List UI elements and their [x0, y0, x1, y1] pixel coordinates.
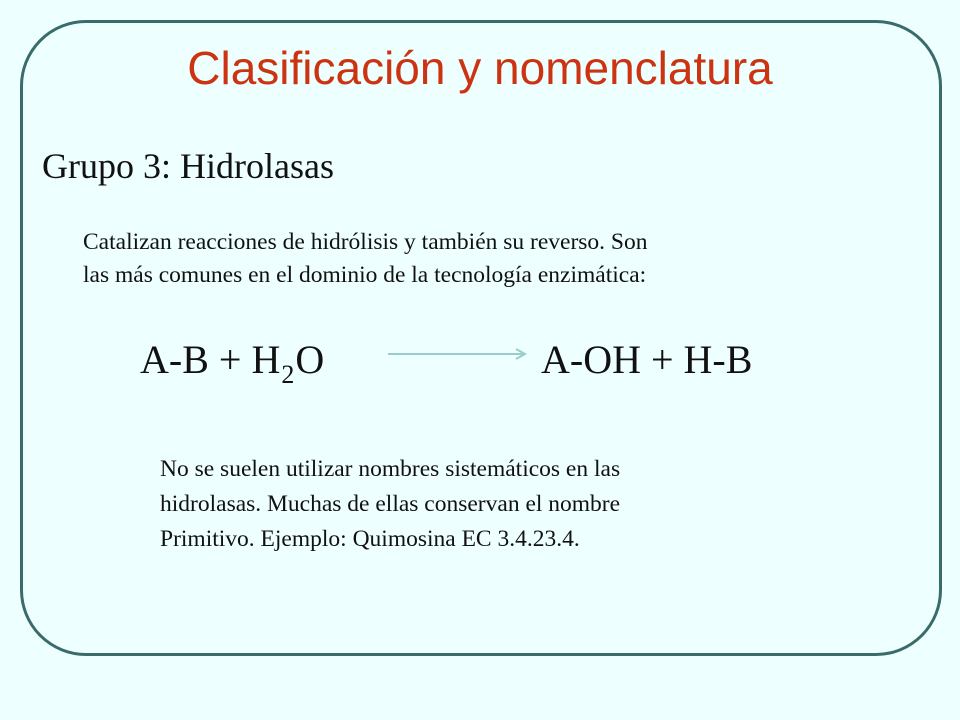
reactant-prefix: A-B + H	[140, 337, 281, 382]
note-text	[160, 452, 820, 557]
reactant-subscript: 2	[281, 360, 295, 389]
group-heading: Grupo 3: Hidrolasas	[42, 146, 334, 186]
note-line-2: hidrolasas. Muchas de ellas conservan el nombre	[160, 491, 621, 517]
note-line-1: No se suelen utilizar nombres sistemáticos en las	[160, 456, 621, 482]
note-line-3: Primitivo. Ejemplo: Quimosina EC 3.4.23.4.	[160, 526, 580, 552]
reaction-reactants	[140, 334, 324, 391]
description-line-2: las más comunes en el dominio de la tecnología enzimática:	[83, 262, 647, 288]
reaction-products: A-OH + H-B	[541, 337, 753, 382]
description-line-1: Catalizan reacciones de hidrólisis y también su reverso. Son	[83, 229, 648, 255]
description-text	[83, 226, 873, 292]
reactant-suffix: O	[295, 337, 325, 382]
right-arrow-icon	[388, 346, 528, 362]
slide-title: Clasificación y nomenclatura	[187, 42, 773, 94]
